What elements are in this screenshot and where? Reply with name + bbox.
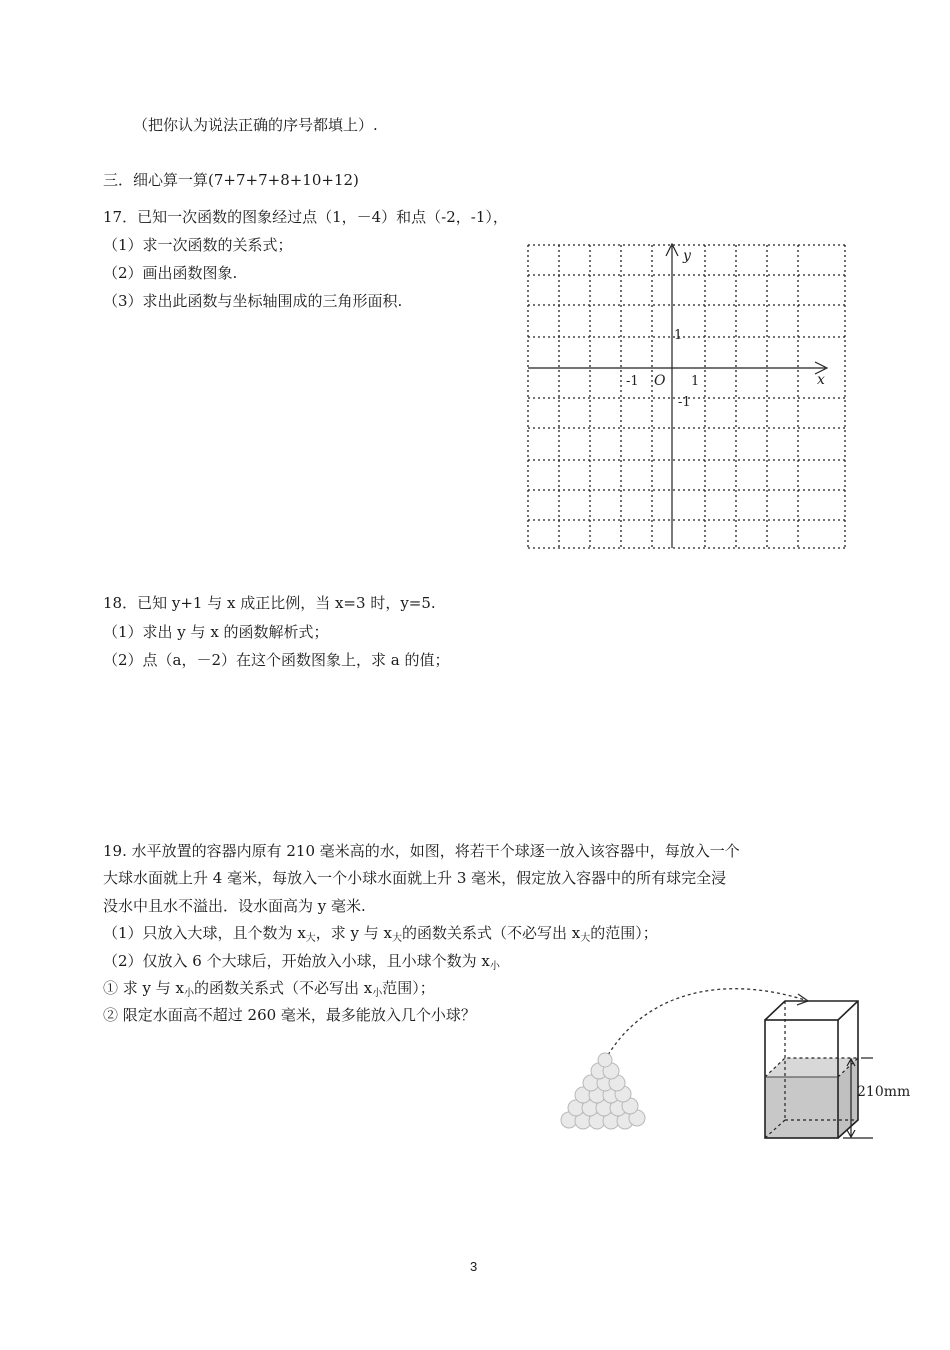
q19-part2-pre: （2）仅放入 6 个大球后，开始放入小球，且小球个数为 x bbox=[103, 952, 490, 970]
tick-x-neg1: -1 bbox=[626, 374, 639, 389]
coordinate-grid bbox=[522, 240, 852, 555]
q18-part2: （2）点（a，－2）在这个函数图象上，求 a 的值； bbox=[103, 651, 450, 669]
q17-part1: （1）求一次函数的关系式； bbox=[103, 236, 293, 254]
q19-part2 bbox=[103, 951, 500, 977]
balls-pile-icon bbox=[561, 1053, 645, 1129]
q17-part2: （2）画出函数图象. bbox=[103, 264, 238, 282]
section-3-heading: 三．细心算一算(7+7+7+8+10+12) bbox=[103, 171, 359, 189]
q19-sub1-sub2: 小 bbox=[372, 988, 383, 999]
water-container bbox=[765, 1001, 910, 1138]
tick-x-1: 1 bbox=[691, 374, 700, 389]
q19-sub1-post: 范围）； bbox=[382, 979, 435, 997]
axis-x-label: x bbox=[817, 372, 825, 388]
q19-part1-mid: ，求 y 与 x bbox=[315, 924, 393, 942]
q19-part2-sub: 小 bbox=[489, 961, 500, 972]
q19-stem-line2: 大球水面就上升 4 毫米，每放入一个小球水面就上升 3 毫米，假定放入容器中的所有球完全浸 bbox=[103, 869, 727, 887]
q19-part1-pre: （1）只放入大球，且个数为 x bbox=[103, 924, 306, 942]
water-height-label: 210mm bbox=[857, 1084, 911, 1100]
q18-stem: 18．已知 y+1 与 x 成正比例，当 x=3 时，y=5. bbox=[103, 594, 436, 612]
origin-label: O bbox=[654, 373, 666, 389]
q19-sub2: ② 限定水面高不超过 260 毫米，最多能放入几个小球？ bbox=[103, 1006, 476, 1024]
q19-stem-line1: 19. 水平放置的容器内原有 210 毫米高的水，如图，将若干个球逐一放入该容器中，每放入一个 bbox=[103, 842, 740, 860]
container-figure bbox=[555, 980, 935, 1150]
q19-stem-line3: 没水中且水不溢出．设水面高为 y 毫米. bbox=[103, 897, 366, 915]
tick-y-1: 1 bbox=[674, 328, 683, 343]
axis-y-label: y bbox=[683, 248, 691, 264]
q18-part1: （1）求出 y 与 x 的函数解析式； bbox=[103, 623, 329, 641]
q19-sub1-mid: 的函数关系式（不必写出 x bbox=[194, 979, 373, 997]
q19-sub1 bbox=[103, 978, 435, 1004]
q19-part1-sub: 大 bbox=[305, 933, 316, 944]
q19-sub1-sub: 小 bbox=[184, 988, 195, 999]
fill-note: （把你认为说法正确的序号都填上）. bbox=[133, 116, 378, 134]
q17-part3: （3）求出此函数与坐标轴围成的三角形面积. bbox=[103, 292, 403, 310]
q19-part1 bbox=[103, 923, 658, 949]
q19-part1-post: 的范围）； bbox=[590, 924, 658, 942]
q19-sub1-pre: ① 求 y 与 x bbox=[103, 979, 185, 997]
tick-y-neg1: -1 bbox=[678, 395, 691, 410]
q19-part1-sub2: 大 bbox=[392, 933, 403, 944]
page-number: 3 bbox=[470, 1259, 478, 1274]
q19-part1-sub3: 大 bbox=[580, 933, 591, 944]
q17-stem: 17．已知一次函数的图象经过点（1，－4）和点（-2，-1）， bbox=[103, 208, 508, 226]
q19-part1-mid2: 的函数关系式（不必写出 x bbox=[402, 924, 581, 942]
